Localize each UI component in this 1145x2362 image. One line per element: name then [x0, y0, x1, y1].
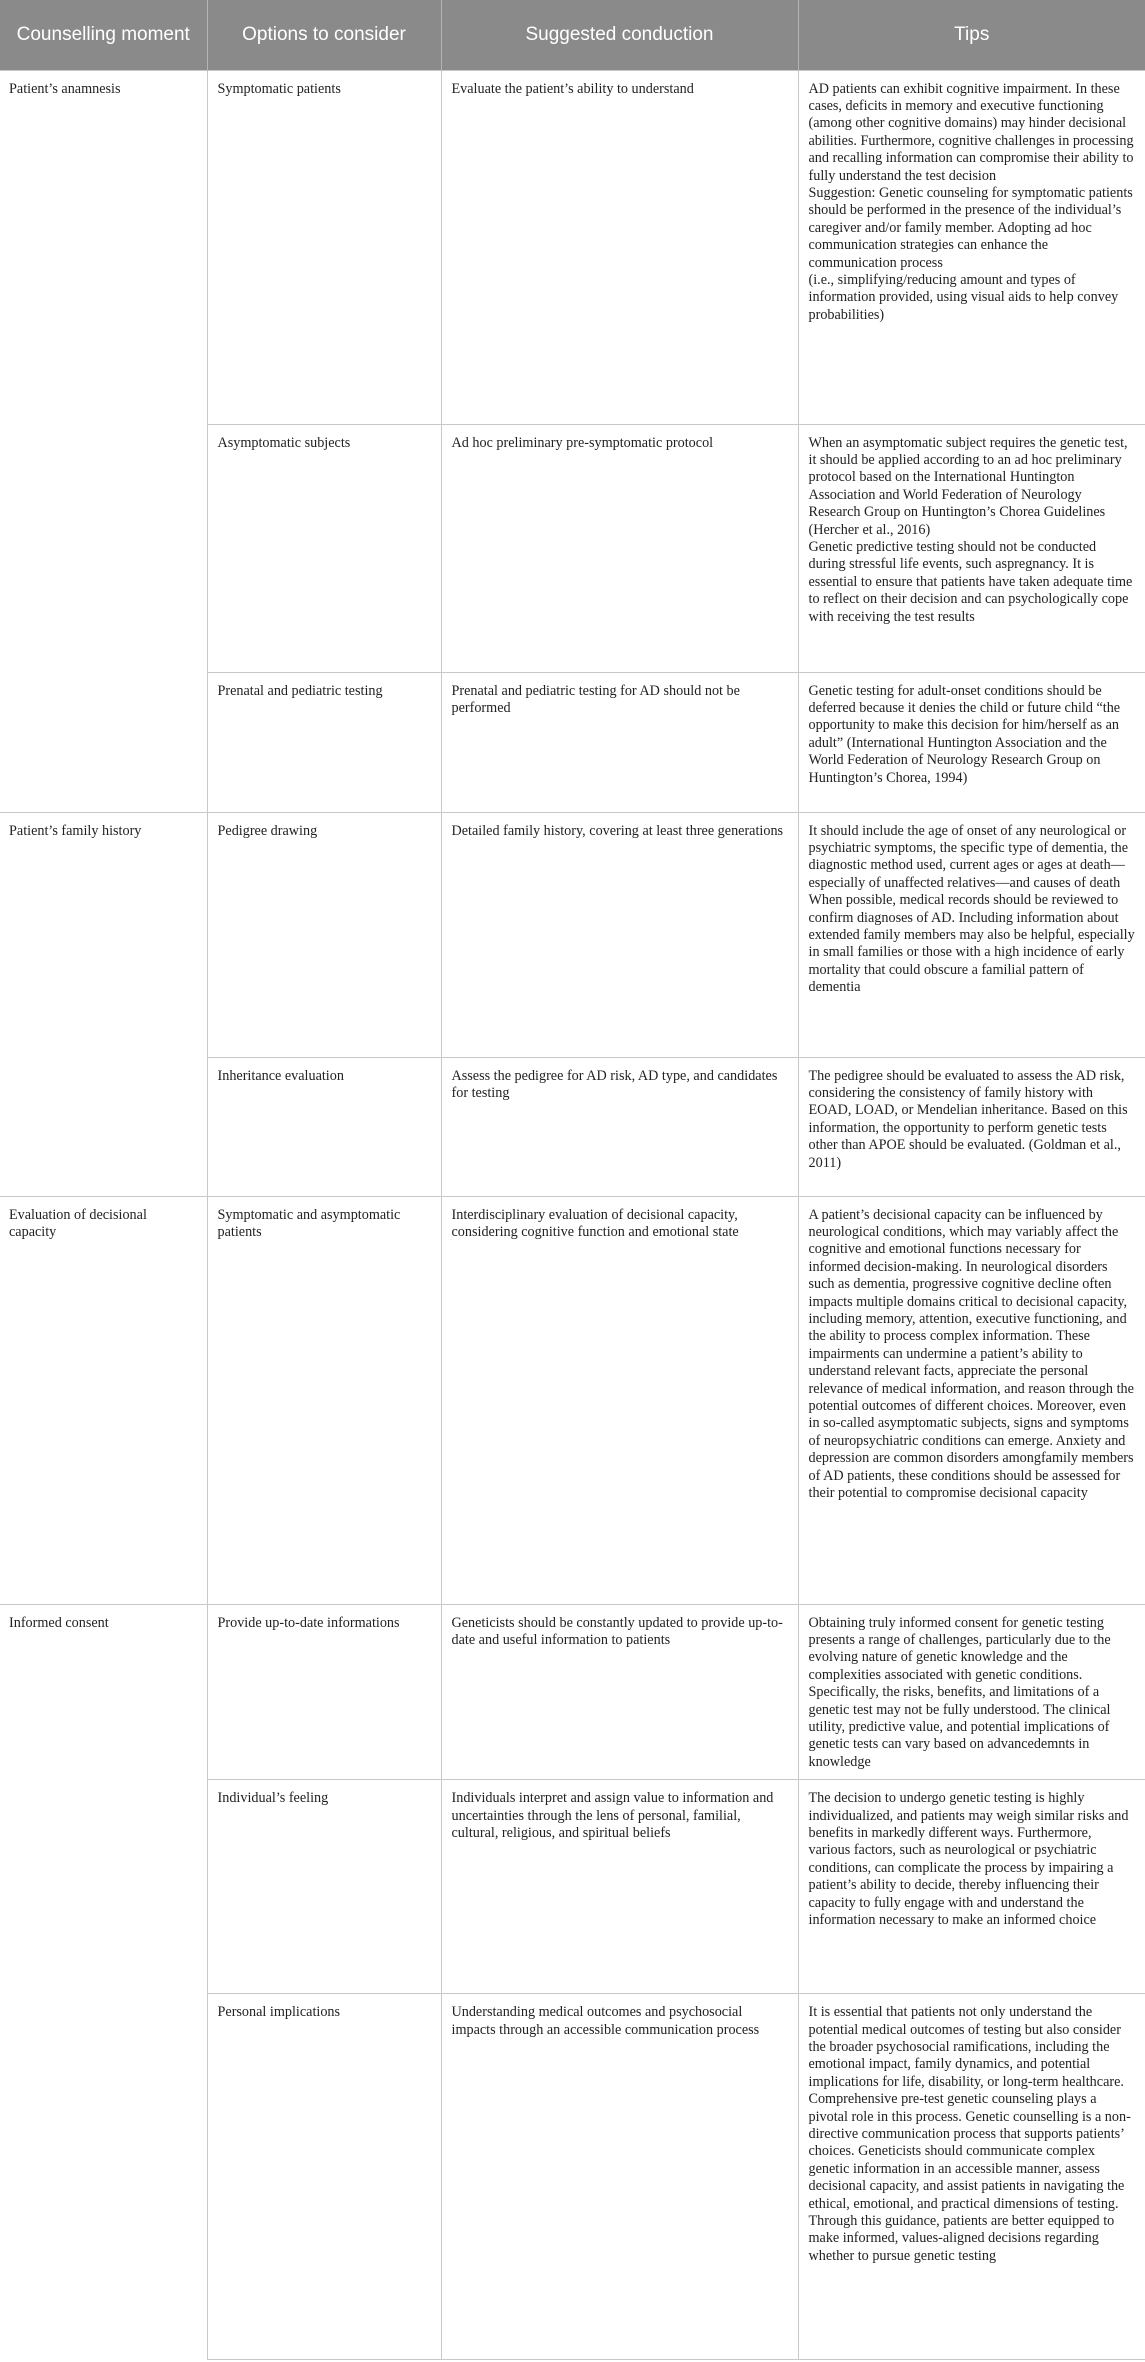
conduction-cell: Ad hoc preliminary pre-symptomatic protocol [441, 424, 798, 672]
tips-cell [798, 1604, 1145, 1780]
tip-paragraph: The pedigree should be evaluated to assess the AD risk, considering the consistency of family history with EOAD, LOAD, or Mendelian inheritance. Based on this information, the opportunity to perform genetic tests other than APOE should be evaluated. (Goldman et al., 2011) [808, 1067, 1128, 1171]
tips-cell [798, 1196, 1145, 1604]
tips-cell [798, 70, 1145, 424]
conduction-cell: Detailed family history, covering at least three generations [441, 812, 798, 1057]
tips-cell [798, 1780, 1145, 1994]
moment-cell-informed-consent: Informed consent [0, 1604, 207, 2360]
tip-paragraph: Suggestion: Genetic counseling for symptomatic patients should be performed in the presence of the individual’s caregiver and/or family member. Adopting ad hoc communication strategies can enhance the communication process [808, 184, 1133, 271]
conduction-cell: Evaluate the patient’s ability to understand [441, 70, 798, 424]
conduction-cell: Individuals interpret and assign value to information and uncertainties through the lens of personal, familial, cultural, religious, and spiritual beliefs [441, 1780, 798, 1994]
header-suggested-conduction: Suggested conduction [441, 0, 798, 70]
tips-cell [798, 812, 1145, 1057]
tip-paragraph: Genetic predictive testing should not be conducted during stressful life events, such aspregnancy. It is essential to ensure that patients have taken adequate time to reflect on their decision and can psychologically cope with receiving the test results [808, 538, 1133, 625]
table-header [0, 0, 1145, 70]
option-cell: Personal implications [207, 1994, 441, 2360]
conduction-cell: Understanding medical outcomes and psychosocial impacts through an accessible communication process [441, 1994, 798, 2360]
option-cell: Provide up-to-date informations [207, 1604, 441, 1780]
tip-paragraph: AD patients can exhibit cognitive impairment. In these cases, deficits in memory and executive functioning (among other cognitive domains) may hinder decisional abilities. Furthermore, cognitive challenges in processing and recalling information can compromise their ability to fully understand the test decision [808, 80, 1134, 184]
tip-paragraph: It is essential that patients not only understand the potential medical outcomes of testing but also consider the broader psychosocial ramifications, including the emotional impact, family dynamics, and potential implications for life, disability, or long-term healthcare. Comprehensive pre-test genetic counseling plays a pivotal role in this process. Genetic counselling is a non-directive communication process that supports patients’ choices. Geneticists should communicate complex genetic information in an accessible manner, assess decisional capacity, and assist patients in navigating the ethical, emotional, and practical dimensions of testing. Through this guidance, patients are better equipped to make informed, values-aligned decisions regarding whether to pursue genetic testing [808, 2004, 1131, 2264]
option-cell: Inheritance evaluation [207, 1057, 441, 1196]
option-cell: Symptomatic and asymptomatic patients [207, 1196, 441, 1604]
option-cell: Individual’s feeling [207, 1780, 441, 1994]
moment-cell-family-history: Patient’s family history [0, 812, 207, 1196]
tips-cell [798, 424, 1145, 672]
tips-cell [798, 672, 1145, 812]
moment-cell-anamnesis: Patient’s anamnesis [0, 70, 207, 812]
option-cell: Prenatal and pediatric testing [207, 672, 441, 812]
option-cell: Symptomatic patients [207, 70, 441, 424]
tip-paragraph: Genetic testing for adult-onset conditions should be deferred because it denies the child or future child “the opportunity to make this decision for him/herself as an adult” (International Huntington Association and the World Federation of Neurology Research Group on Huntington’s Chorea, 1994) [808, 682, 1121, 786]
header-options-to-consider: Options to consider [207, 0, 441, 70]
option-cell: Asymptomatic subjects [207, 424, 441, 672]
header-counselling-moment: Counselling moment [0, 0, 207, 70]
tip-paragraph: (i.e., simplifying/reducing amount and types of information provided, using visual aids to help convey probabilities) [808, 271, 1119, 323]
conduction-cell: Geneticists should be constantly updated to provide up-to-date and useful information to patients [441, 1604, 798, 1780]
tips-cell [798, 1994, 1145, 2360]
table-row [0, 812, 1145, 1057]
table-row [0, 1196, 1145, 1604]
header-tips: Tips [798, 0, 1145, 70]
tip-paragraph: Obtaining truly informed consent for genetic testing presents a range of challenges, particularly due to the evolving nature of genetic knowledge and the complexities associated with genetic conditions. Specifically, the risks, benefits, and limitations of a genetic test may not be fully understood. The clinical utility, predictive value, and potential implications of genetic tests can vary based on advancedemnts in knowledge [808, 1614, 1111, 1770]
table-body [0, 70, 1145, 2360]
tip-paragraph: It should include the age of onset of any neurological or psychiatric symptoms, the specific type of dementia, the diagnostic method used, current ages or ages at death—especially of unaffected relatives—and causes of death [808, 822, 1129, 891]
tip-paragraph: A patient’s decisional capacity can be influenced by neurological conditions, which may variably affect the cognitive and emotional functions necessary for informed decision-making. In neurological disorders such as dementia, progressive cognitive decline often impacts multiple domains critical to decisional capacity, including memory, attention, executive functioning, and the ability to process complex information. These impairments can undermine a patient’s ability to understand relevant facts, appreciate the personal relevance of medical information, and reason through the potential outcomes of different choices. Moreover, even in so-called asymptomatic subjects, signs and symptoms of neuropsychiatric conditions can emerge. Anxiety and depression are common disorders amongfamily members of AD patients, these conditions should be assessed for their potential to compromise decisional capacity [808, 1206, 1134, 1501]
tips-cell [798, 1057, 1145, 1196]
header-row [0, 0, 1145, 70]
table-row [0, 70, 1145, 424]
tip-paragraph: When an asymptomatic subject requires the genetic test, it should be applied according to an ad hoc preliminary protocol based on the International Huntington Association and World Federation of Neurology Research Group on Huntington’s Chorea Guidelines (Hercher et al., 2016) [808, 434, 1128, 538]
moment-cell-decisional-capacity: Evaluation of decisional capacity [0, 1196, 207, 1604]
table-row [0, 1604, 1145, 1780]
tip-paragraph: When possible, medical records should be reviewed to confirm diagnoses of AD. Including information about extended family members may also be helpful, especially in small families or those with a high incidence of early mortality that could obscure a familial pattern of dementia [808, 892, 1135, 996]
conduction-cell: Interdisciplinary evaluation of decisional capacity, considering cognitive function and emotional state [441, 1196, 798, 1604]
option-cell: Pedigree drawing [207, 812, 441, 1057]
conduction-cell: Prenatal and pediatric testing for AD should not be performed [441, 672, 798, 812]
tip-paragraph: The decision to undergo genetic testing is highly individualized, and patients may weigh similar risks and benefits in markedly different ways. Furthermore, various factors, such as neurological or psychiatric conditions, can complicate the process by impairing a patient’s ability to decide, thereby influencing their capacity to fully engage with and understand the information necessary to make an informed choice [808, 1790, 1129, 1928]
conduction-cell: Assess the pedigree for AD risk, AD type, and candidates for testing [441, 1057, 798, 1196]
